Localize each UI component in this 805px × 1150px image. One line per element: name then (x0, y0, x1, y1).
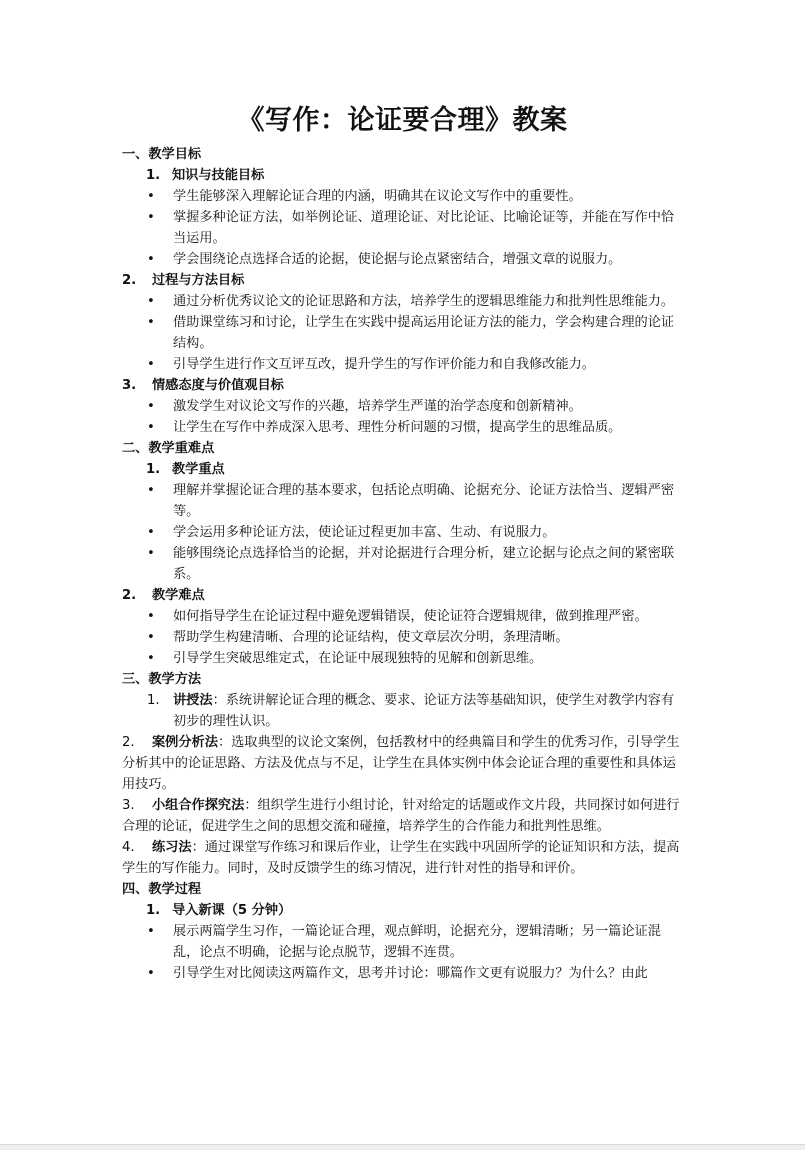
method-text: ：通过课堂写作练习和课后作业，让学生在实践中巩固所学的论证知识和方法，提高学生的写作能力。同时，及时反馈学生的练习情况，进行针对性的指导和评价。 (122, 840, 680, 876)
subheading-label: 教学难点 (152, 588, 205, 603)
bullet-dot-icon: • (147, 315, 155, 330)
list-item: • 能够围绕论点选择恰当的论据，并对论据进行合理分析，建立论据与论点之间的紧密联系。 (122, 543, 687, 585)
method-number: 1. (147, 693, 160, 708)
subheading-number: 3. (122, 378, 137, 393)
bullet-dot-icon: • (147, 966, 155, 981)
section-heading-process: 四、教学过程 (122, 882, 202, 897)
subheading-teaching-focus (122, 459, 687, 480)
subheading-label: 过程与方法目标 (152, 273, 245, 288)
bullet-dot-icon: • (147, 525, 155, 540)
list-item: • 展示两篇学生习作，一篇论证合理，观点鲜明，论据充分，逻辑清晰；另一篇论证混乱，论点不明确，论据与论点脱节，逻辑不连贯。 (122, 921, 687, 963)
bullet-dot-icon: • (147, 609, 155, 624)
bullet-dot-icon: • (147, 630, 155, 645)
subheading-label: 导入新课（5 分钟） (172, 903, 292, 918)
page-title: 《写作：论证要合理》教案 (237, 105, 568, 136)
subheading-number: 2. (122, 588, 137, 603)
method-item (122, 837, 687, 879)
method-text: ：选取典型的议论文案例，包括教材中的经典篇目和学生的优秀习作，引导学生分析其中的论证思路、方法及优点与不足，让学生在具体实例中体会论证合理的重要性和具体运用技巧。 (122, 735, 680, 792)
list-item: • 激发学生对议论文写作的兴趣，培养学生严谨的治学态度和创新精神。 (122, 396, 687, 417)
method-name: 练习法 (152, 840, 192, 855)
bullet-dot-icon: • (147, 357, 155, 372)
bullet-dot-icon: • (147, 189, 155, 204)
section-heading-methods: 三、教学方法 (122, 672, 202, 687)
method-item (122, 732, 687, 795)
list-item: • 借助课堂练习和讨论，让学生在实践中提高运用论证方法的能力，学会构建合理的论证结构。 (122, 312, 687, 354)
bullet-dot-icon: • (147, 420, 155, 435)
subheading-process-method (122, 270, 687, 291)
method-name: 讲授法 (173, 693, 213, 708)
list-item: • 引导学生进行作文互评互改，提升学生的写作评价能力和自我修改能力。 (122, 354, 687, 375)
bullet-dot-icon: • (147, 651, 155, 666)
bullet-dot-icon: • (147, 399, 155, 414)
list-item: • 学会运用多种论证方法，使论证过程更加丰富、生动、有说服力。 (122, 522, 687, 543)
method-item (122, 795, 687, 837)
list-item: • 理解并掌握论证合理的基本要求，包括论点明确、论据充分、论证方法恰当、逻辑严密等。 (122, 480, 687, 522)
list-item: • 学会围绕论点选择合适的论据，使论据与论点紧密结合，增强文章的说服力。 (122, 249, 687, 270)
method-text: ：组织学生进行小组讨论，针对给定的话题或作文片段，共同探讨如何进行合理的论证，促进学生之间的思想交流和碰撞，培养学生的合作能力和批判性思维。 (122, 798, 680, 834)
list-item: • 帮助学生构建清晰、合理的论证结构，使文章层次分明，条理清晰。 (122, 627, 687, 648)
bullet-dot-icon: • (147, 294, 155, 309)
bullet-dot-icon: • (147, 210, 155, 225)
subheading-number: 1. (146, 168, 161, 183)
subheading-number: 1. (146, 462, 161, 477)
subheading-emotion-values (122, 375, 687, 396)
method-text: ：系统讲解论证合理的概念、要求、论证方法等基础知识，使学生对教学内容有初步的理性认识。 (173, 693, 675, 729)
bullet-dot-icon: • (147, 252, 155, 267)
subheading-label: 知识与技能目标 (172, 168, 265, 183)
list-item: • 引导学生对比阅读这两篇作文，思考并讨论：哪篇作文更有说服力？为什么？由此 (122, 963, 687, 984)
subheading-number: 2. (122, 273, 137, 288)
section-heading-key-points: 二、教学重难点 (122, 441, 215, 456)
list-item: • 引导学生突破思维定式，在论证中展现独特的见解和创新思维。 (122, 648, 687, 669)
section-heading-objectives: 一、教学目标 (122, 147, 202, 162)
method-number: 2. (122, 735, 135, 750)
list-item: • 让学生在写作中养成深入思考、理性分析问题的习惯，提高学生的思维品质。 (122, 417, 687, 438)
method-number: 4. (122, 840, 135, 855)
subheading-knowledge-skills (122, 165, 687, 186)
subheading-introduction (122, 900, 687, 921)
bullet-dot-icon: • (147, 546, 155, 561)
method-name: 小组合作探究法 (152, 798, 245, 813)
subheading-number: 1. (146, 903, 161, 918)
method-name: 案例分析法 (152, 735, 218, 750)
document-body (122, 144, 687, 984)
list-item: • 通过分析优秀议论文的论证思路和方法，培养学生的逻辑思维能力和批判性思维能力。 (122, 291, 687, 312)
subheading-teaching-difficulty (122, 585, 687, 606)
subheading-label: 情感态度与价值观目标 (152, 378, 284, 393)
list-item: • 掌握多种论证方法，如举例论证、道理论证、对比论证、比喻论证等，并能在写作中恰当运用。 (122, 207, 687, 249)
bullet-dot-icon: • (147, 483, 155, 498)
list-item: • 学生能够深入理解论证合理的内涵，明确其在议论文写作中的重要性。 (122, 186, 687, 207)
subheading-label: 教学重点 (172, 462, 225, 477)
method-number: 3. (122, 798, 135, 813)
bullet-dot-icon: • (147, 924, 155, 939)
method-item (122, 690, 687, 732)
list-item: • 如何指导学生在论证过程中避免逻辑错误，使论证符合逻辑规律，做到推理严密。 (122, 606, 687, 627)
